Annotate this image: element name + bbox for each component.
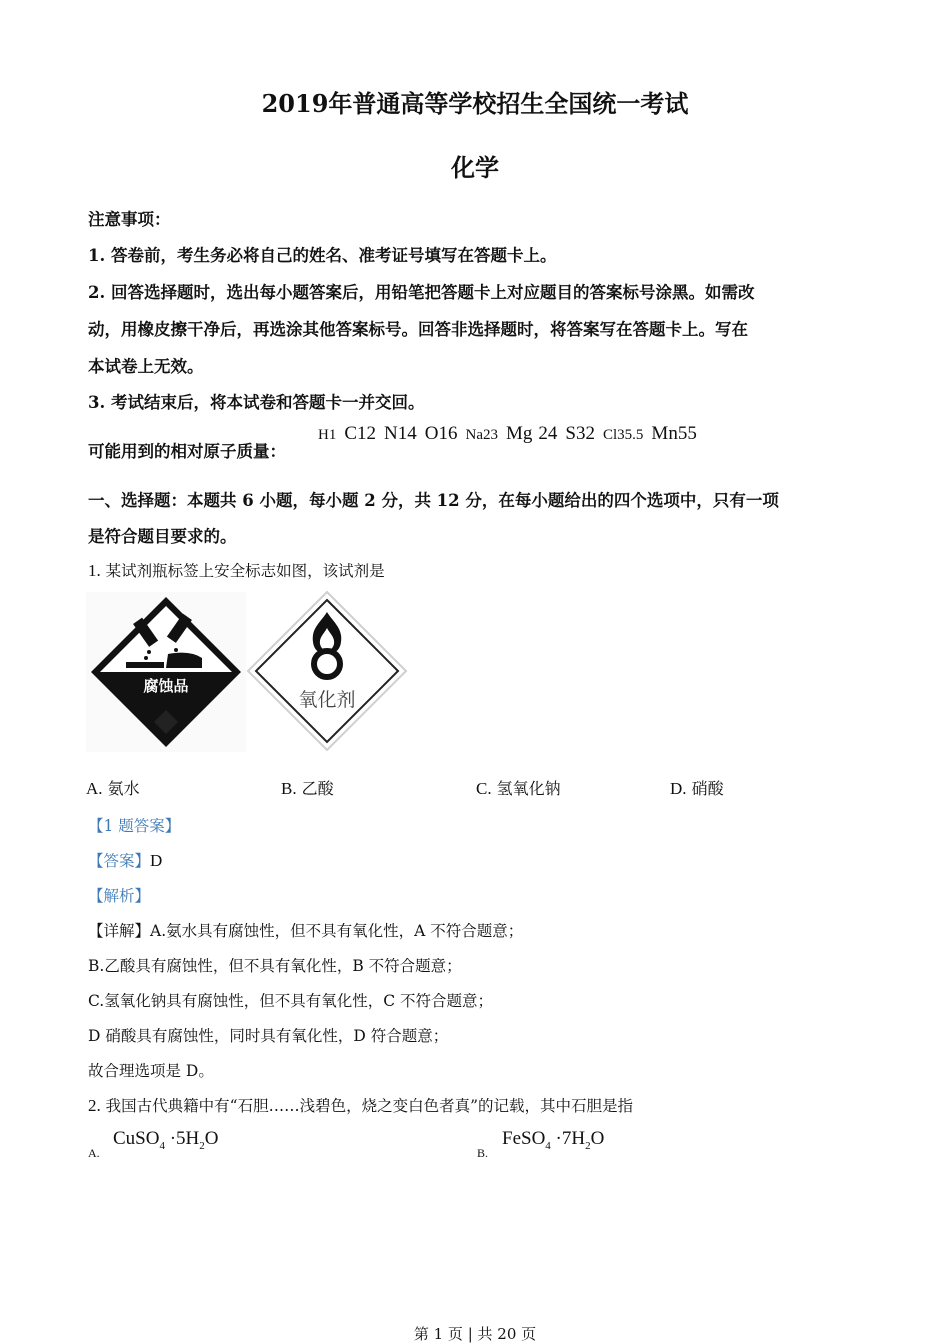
question-2-option-b (477, 1128, 605, 1160)
detail-line-2: B.乙酸具有腐蚀性，但不具有氧化性，B 不符合题意； (88, 957, 462, 975)
formula-part: O (204, 1128, 219, 1149)
option-letter: A. (86, 779, 103, 798)
section-heading-line-2: 是符合题目要求的。 (88, 527, 237, 546)
question-1-stem (88, 559, 863, 581)
atomic-mass-item: C12 (344, 423, 377, 444)
atomic-mass-item: N14 (384, 423, 417, 444)
conclusion-line: 故合理选项是 D。 (88, 1062, 214, 1080)
notice-item-2-line-1: 2. 回答选择题时，选出每小题答案后，用铅笔把答题卡上对应题目的答案标号涂黑。如需改 (88, 283, 755, 302)
atomic-mass-list (318, 423, 701, 445)
option-letter: A. (88, 1146, 100, 1160)
option-text: 乙酸 (296, 779, 334, 798)
notice-item-3: 3. 考试结束后，将本试卷和答题卡一并交回。 (88, 393, 425, 412)
question-2-number: 2. (88, 1096, 101, 1115)
formula-part: FeSO (502, 1128, 546, 1149)
notice-item-2-line-2: 动，用橡皮擦干净后，再选涂其他答案标号。回答非选择题时，将答案写在答题卡上。写在 (88, 320, 748, 339)
option-text: 氨水 (102, 779, 140, 798)
atomic-mass-item: S32 (565, 423, 595, 444)
oxidizer-sign-label: 氧化剂 (298, 689, 356, 711)
option-letter: C. (476, 779, 492, 798)
formula-part: O (590, 1128, 605, 1149)
formula-part: ·7H (550, 1128, 586, 1149)
detail-line-4: D 硝酸具有腐蚀性，同时具有氧化性，D 符合题意； (88, 1027, 449, 1045)
answer-label: 【答案】 (88, 852, 151, 870)
formula-part: CuSO (113, 1128, 160, 1149)
atomic-mass-item: Cl35.5 (602, 427, 644, 443)
corrosive-sign-icon (86, 592, 246, 752)
question-1-text: 某试剂瓶标签上安全标志如图，该试剂是 (100, 562, 385, 580)
answer-line (88, 849, 863, 871)
formula-subscript: 4 (159, 1139, 165, 1152)
detail-line-1 (88, 919, 863, 941)
atomic-mass-item: Mg (506, 423, 533, 444)
corrosive-sign-label: 腐蚀品 (143, 677, 189, 695)
option-text: 硝酸 (686, 779, 724, 798)
question-1-number: 1. (88, 561, 101, 580)
page-footer: 第 1 页 | 共 20 页 (413, 1325, 537, 1343)
section-heading-line-1: 一、选择题：本题共 6 小题，每小题 2 分，共 12 分，在每小题给出的四个选项中，只有一项 (88, 491, 779, 510)
detail-label: 【详解】 (88, 922, 151, 940)
question-1-option-b (281, 776, 334, 799)
option-text: 氢氧化钠 (491, 779, 561, 798)
oxidizer-sign-icon (246, 590, 408, 752)
detail-line-3: C.氢氧化钠具有腐蚀性，但不具有氧化性，C 不符合题意； (88, 992, 494, 1010)
atomic-mass-item: Na23 (465, 427, 498, 443)
question-2-option-a (88, 1128, 219, 1160)
question-1-option-a (86, 776, 140, 799)
notice-heading: 注意事项： (88, 210, 171, 229)
question-2-stem (88, 1094, 863, 1116)
atomic-mass-item: H1 (318, 427, 337, 443)
formula-subscript: 2 (585, 1139, 591, 1152)
question-1-option-d (670, 776, 724, 799)
notice-item-1: 1. 答卷前，考生务必将自己的姓名、准考证号填写在答题卡上。 (88, 246, 557, 265)
analysis-tag: 【解析】 (88, 887, 151, 905)
subject-title: 化学 (451, 153, 499, 182)
notice-item-2-line-3: 本试卷上无效。 (88, 357, 204, 376)
option-letter: B. (281, 779, 297, 798)
option-letter: D. (670, 779, 687, 798)
atomic-mass-item: 24 (538, 423, 558, 444)
detail-text: A.氨水具有腐蚀性，但不具有氧化性，A 不符合题意； (150, 922, 524, 940)
option-letter: B. (477, 1146, 489, 1160)
formula-subscript: 2 (199, 1139, 205, 1152)
question-2-text: 我国古代典籍中有“石胆……浅碧色，烧之变白色者真”的记载，其中石胆是指 (100, 1097, 634, 1115)
exam-title: 2019年普通高等学校招生全国统一考试 (261, 89, 689, 118)
formula-subscript: 4 (545, 1139, 551, 1152)
formula-part: ·5H (164, 1128, 200, 1149)
answer-tag: 【1 题答案】 (88, 817, 181, 835)
atomic-mass-label: 可能用到的相对原子质量： (88, 442, 286, 461)
atomic-mass-item: O16 (424, 423, 458, 444)
question-1-option-c (476, 776, 561, 799)
answer-value: D (150, 851, 163, 870)
atomic-mass-item: Mn55 (651, 423, 697, 444)
